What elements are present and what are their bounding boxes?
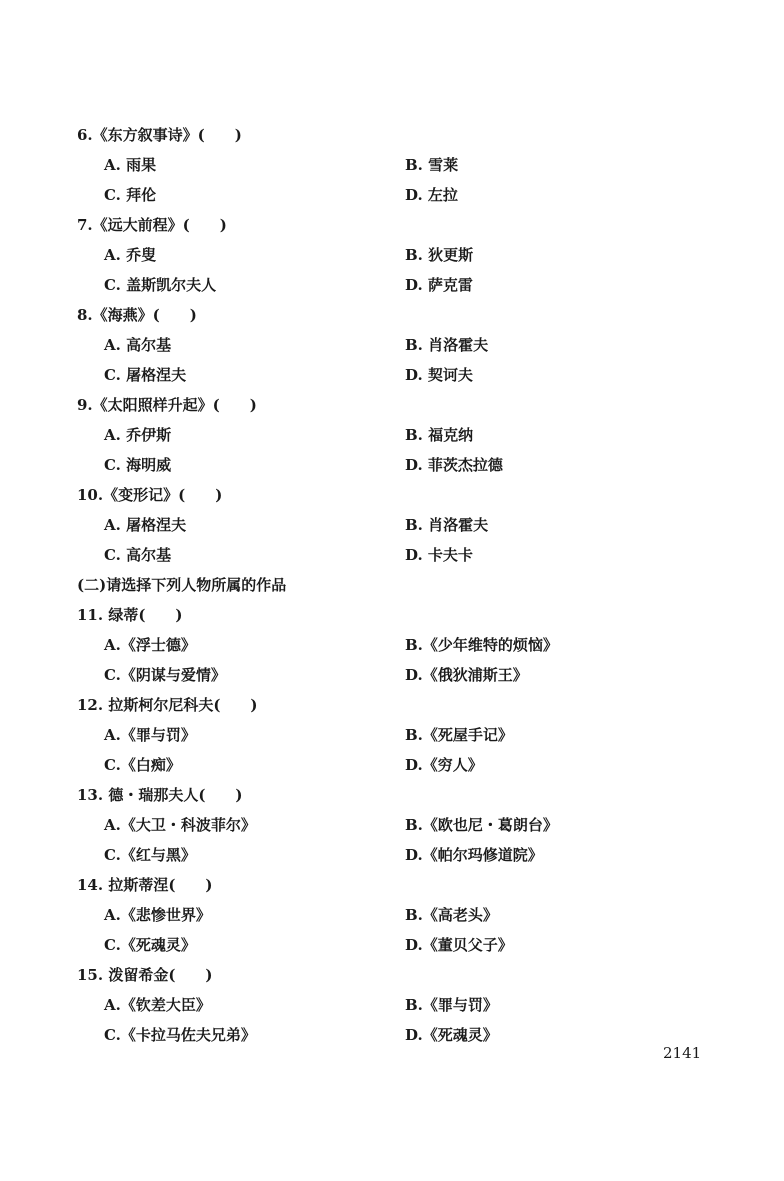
option-d: D.《穷人》 [405,755,483,774]
option-c: C.《红与黑》 [104,845,196,864]
option-d: D.《死魂灵》 [405,1025,498,1044]
option-row [77,659,717,689]
option-b: B. 福克纳 [405,425,474,444]
option-a: A. 屠格涅夫 [104,515,187,534]
question-stem: 10.《变形记》( ) [77,485,223,504]
option-a: A.《罪与罚》 [104,725,196,744]
question-stem: 12. 拉斯柯尔尼科夫( ) [77,695,258,714]
option-b: B. 狄更斯 [405,245,474,264]
option-d: D. 萨克雷 [405,275,473,294]
option-row [77,629,717,659]
option-b: B.《高老头》 [405,905,498,924]
option-a: A.《大卫・科波菲尔》 [104,815,256,834]
section-heading: (二)请选择下列人物所属的作品 [77,575,287,594]
option-row [77,419,717,449]
option-row [77,179,717,209]
option-row [77,329,717,359]
option-row [77,719,717,749]
option-d: D. 卡夫卡 [405,545,473,564]
option-a: A.《浮士德》 [104,635,196,654]
option-d: D. 左拉 [405,185,458,204]
option-c: C. 屠格涅夫 [104,365,187,384]
option-c: C. 海明威 [104,455,172,474]
option-row [77,509,717,539]
option-c: C.《卡拉马佐夫兄弟》 [104,1025,256,1044]
option-row [77,1019,717,1049]
option-a: A. 乔伊斯 [104,425,172,444]
option-d: D. 菲茨杰拉德 [405,455,503,474]
option-row [77,449,717,479]
question-stem: 9.《太阳照样升起》( ) [77,395,257,414]
option-c: C. 盖斯凯尔夫人 [104,275,217,294]
question-stem: 13. 德・瑞那夫人( ) [77,785,243,804]
option-d: D.《帕尔玛修道院》 [405,845,543,864]
option-a: A.《钦差大臣》 [104,995,211,1014]
option-row [77,989,717,1019]
option-a: A.《悲惨世界》 [104,905,211,924]
option-row [77,149,717,179]
option-c: C. 拜伦 [104,185,157,204]
option-b: B.《死屋手记》 [405,725,513,744]
option-d: D.《董贝父子》 [405,935,513,954]
question-stem: 7.《远大前程》( ) [77,215,227,234]
option-c: C.《阴谋与爱情》 [104,665,226,684]
question-stem: 11. 绿蒂( ) [77,605,183,624]
option-b: B.《少年维特的烦恼》 [405,635,558,654]
question-stem: 15. 泼留希金( ) [77,965,213,984]
option-row [77,929,717,959]
option-a: A. 乔叟 [104,245,157,264]
option-b: B. 雪莱 [405,155,459,174]
option-b: B.《欧也尼・葛朗台》 [405,815,558,834]
option-row [77,839,717,869]
option-row [77,239,717,269]
option-d: D.《俄狄浦斯王》 [405,665,528,684]
option-row [77,809,717,839]
option-c: C. 高尔基 [104,545,172,564]
option-d: D. 契诃夫 [405,365,473,384]
option-a: A. 雨果 [104,155,157,174]
option-row [77,269,717,299]
option-b: B.《罪与罚》 [405,995,498,1014]
question-stem: 14. 拉斯蒂涅( ) [77,875,213,894]
option-b: B. 肖洛霍夫 [405,515,489,534]
option-c: C.《白痴》 [104,755,181,774]
option-c: C.《死魂灵》 [104,935,196,954]
option-row [77,359,717,389]
option-row [77,539,717,569]
option-a: A. 高尔基 [104,335,172,354]
option-row [77,899,717,929]
page-number: 2141 [663,1044,702,1062]
question-stem: 8.《海燕》( ) [77,305,197,324]
question-list [77,119,717,1049]
option-b: B. 肖洛霍夫 [405,335,489,354]
option-row [77,749,717,779]
question-stem: 6.《东方叙事诗》( ) [77,125,242,144]
